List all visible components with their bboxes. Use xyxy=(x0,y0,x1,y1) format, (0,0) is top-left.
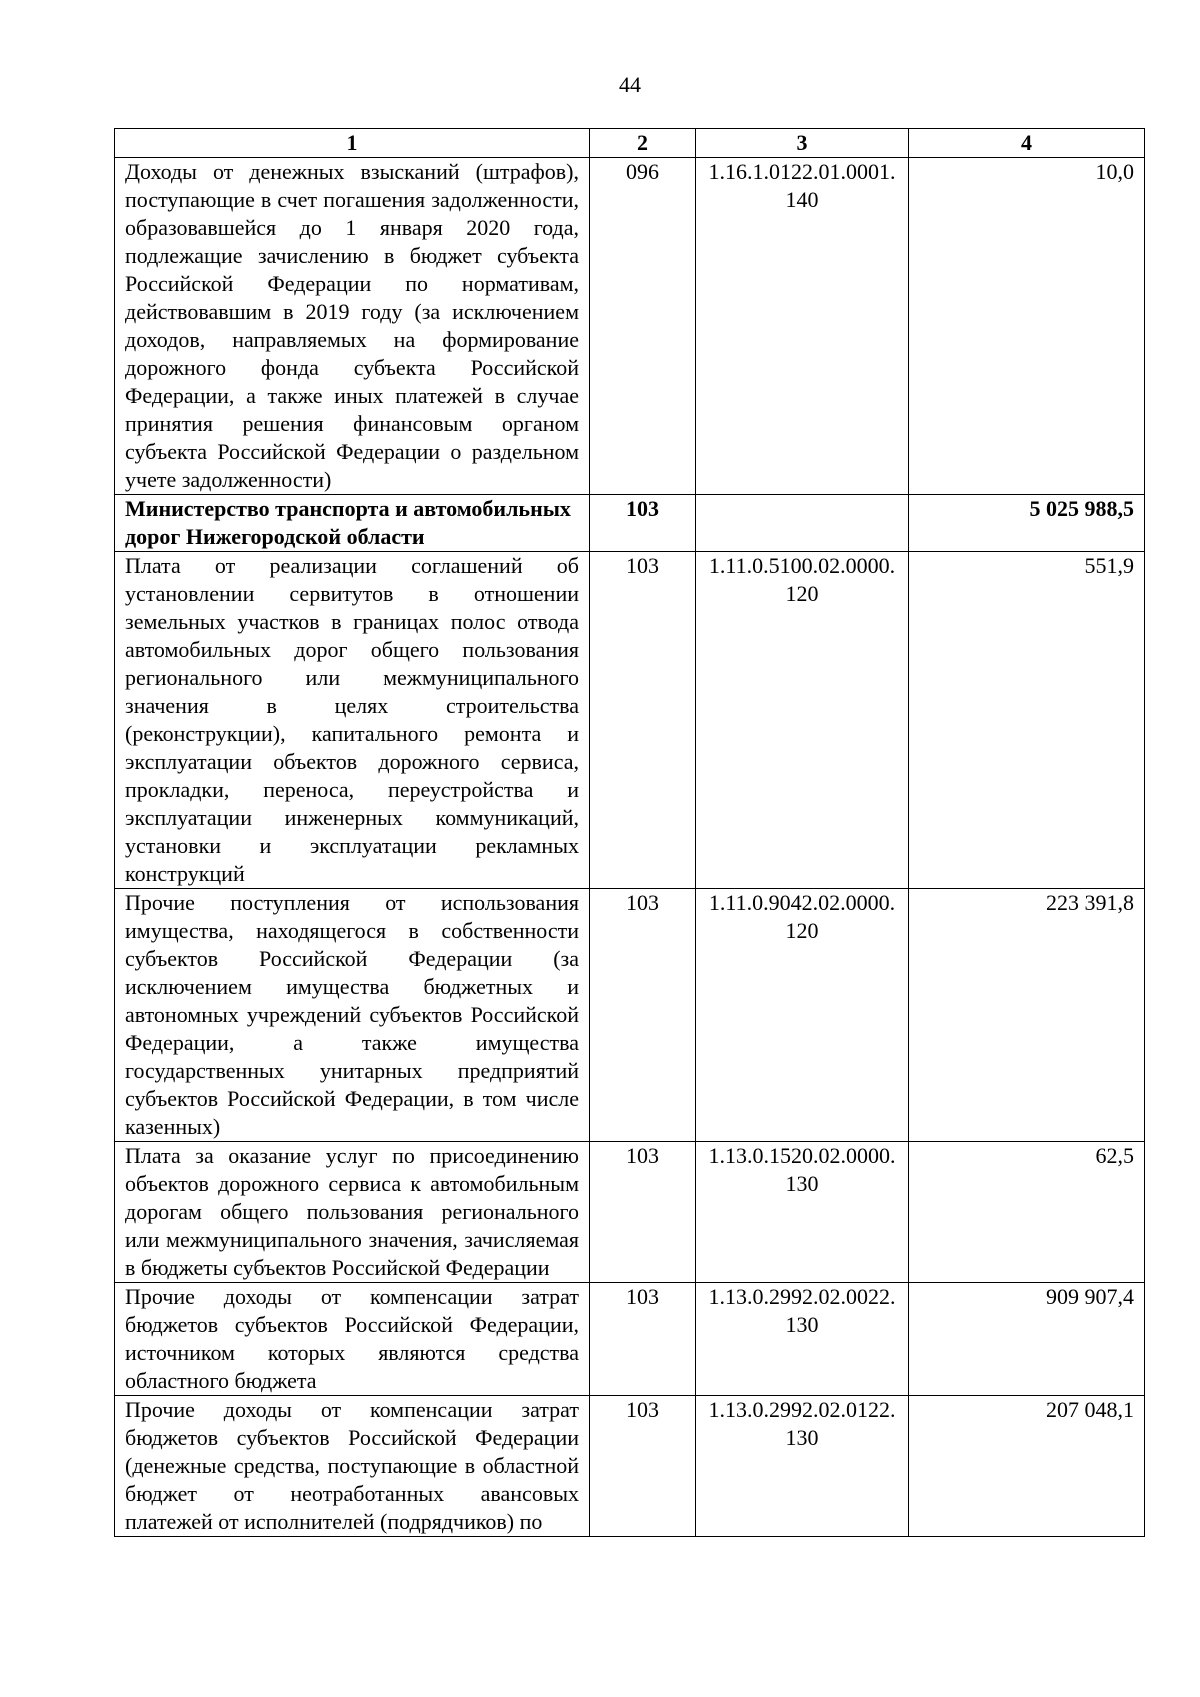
admin-code: 103 xyxy=(590,1396,696,1537)
amount: 10,0 xyxy=(909,158,1145,495)
revenue-code-line1: 1.13.0.1520.02.0000. xyxy=(708,1143,896,1168)
revenue-name: Прочие доходы от компенсации затрат бюджетов субъектов Российской Федерации (денежные средства, поступающие в областной бюджет от неотработанных авансовых платежей от исполнителей (подрядчиков) по xyxy=(115,1396,590,1537)
table-row xyxy=(115,1283,1145,1396)
revenue-code-line2: 140 xyxy=(785,187,819,212)
revenue-code-line1: 1.13.0.2992.02.0122. xyxy=(708,1397,896,1422)
table-row xyxy=(115,552,1145,889)
revenue-code-line1: 1.11.0.5100.02.0000. xyxy=(708,553,896,578)
revenue-code xyxy=(696,158,909,495)
ministry-name: Министерство транспорта и автомобильных дорог Нижегородской области xyxy=(115,495,590,552)
revenue-table xyxy=(114,128,1145,1537)
revenue-code xyxy=(696,1142,909,1283)
table-header-row xyxy=(115,129,1145,158)
column-header-4: 4 xyxy=(909,129,1145,158)
revenue-code xyxy=(696,1396,909,1537)
revenue-name: Плата от реализации соглашений об установлении сервитутов в отношении земельных участков в границах полос отвода автомобильных дорог общего пользования регионального или межмуниципального значения в целях строительства (реконструкции), капитального ремонта и эксплуатации объектов дорожного сервиса, прокладки, переноса, переустройства и эксплуатации инженерных коммуникаций, установки и эксплуатации рекламных конструкций xyxy=(115,552,590,889)
revenue-code-line2: 120 xyxy=(785,918,819,943)
table-row xyxy=(115,889,1145,1142)
admin-code: 103 xyxy=(590,889,696,1142)
column-header-2: 2 xyxy=(590,129,696,158)
revenue-code xyxy=(696,495,909,552)
revenue-name: Плата за оказание услуг по присоединению объектов дорожного сервиса к автомобильным дорогам общего пользования регионального или межмуниципального значения, зачисляемая в бюджеты субъектов Российской Федерации xyxy=(115,1142,590,1283)
revenue-code-line2: 120 xyxy=(785,581,819,606)
revenue-code-line1: 1.16.1.0122.01.0001. xyxy=(708,159,896,184)
amount: 223 391,8 xyxy=(909,889,1145,1142)
admin-code: 103 xyxy=(590,1142,696,1283)
amount-total: 5 025 988,5 xyxy=(909,495,1145,552)
revenue-code-line1: 1.13.0.2992.02.0022. xyxy=(708,1284,896,1309)
page-number: 44 xyxy=(619,72,641,97)
revenue-code xyxy=(696,1283,909,1396)
table-row xyxy=(115,1396,1145,1537)
admin-code: 103 xyxy=(590,1283,696,1396)
admin-code: 103 xyxy=(590,552,696,889)
table-row xyxy=(115,1142,1145,1283)
column-header-3: 3 xyxy=(696,129,909,158)
revenue-code xyxy=(696,552,909,889)
revenue-name: Доходы от денежных взысканий (штрафов), поступающие в счет погашения задолженности, образовавшейся до 1 января 2020 года, подлежащие зачислению в бюджет субъекта Российской Федерации по нормативам, действовавшим в 2019 году (за исключением доходов, направляемых на формирование дорожного фонда субъекта Российской Федерации, а также иных платежей в случае принятия решения финансовым органом субъекта Российской Федерации о раздельном учете задолженности) xyxy=(115,158,590,495)
revenue-code-line2: 130 xyxy=(785,1425,819,1450)
table-row xyxy=(115,158,1145,495)
revenue-name: Прочие доходы от компенсации затрат бюджетов субъектов Российской Федерации, источником которых являются средства областного бюджета xyxy=(115,1283,590,1396)
column-header-1: 1 xyxy=(115,129,590,158)
table-row-ministry xyxy=(115,495,1145,552)
revenue-code-line2: 130 xyxy=(785,1171,819,1196)
revenue-code xyxy=(696,889,909,1142)
admin-code: 096 xyxy=(590,158,696,495)
revenue-code-line1: 1.11.0.9042.02.0000. xyxy=(708,890,896,915)
amount: 909 907,4 xyxy=(909,1283,1145,1396)
revenue-code-line2: 130 xyxy=(785,1312,819,1337)
admin-code: 103 xyxy=(590,495,696,552)
amount: 62,5 xyxy=(909,1142,1145,1283)
amount: 551,9 xyxy=(909,552,1145,889)
amount: 207 048,1 xyxy=(909,1396,1145,1537)
revenue-name: Прочие поступления от использования имущества, находящегося в собственности субъектов Российской Федерации (за исключением имущества бюджетных и автономных учреждений субъектов Российской Федерации, а также имущества государственных унитарных предприятий субъектов Российской Федерации, в том числе казенных) xyxy=(115,889,590,1142)
